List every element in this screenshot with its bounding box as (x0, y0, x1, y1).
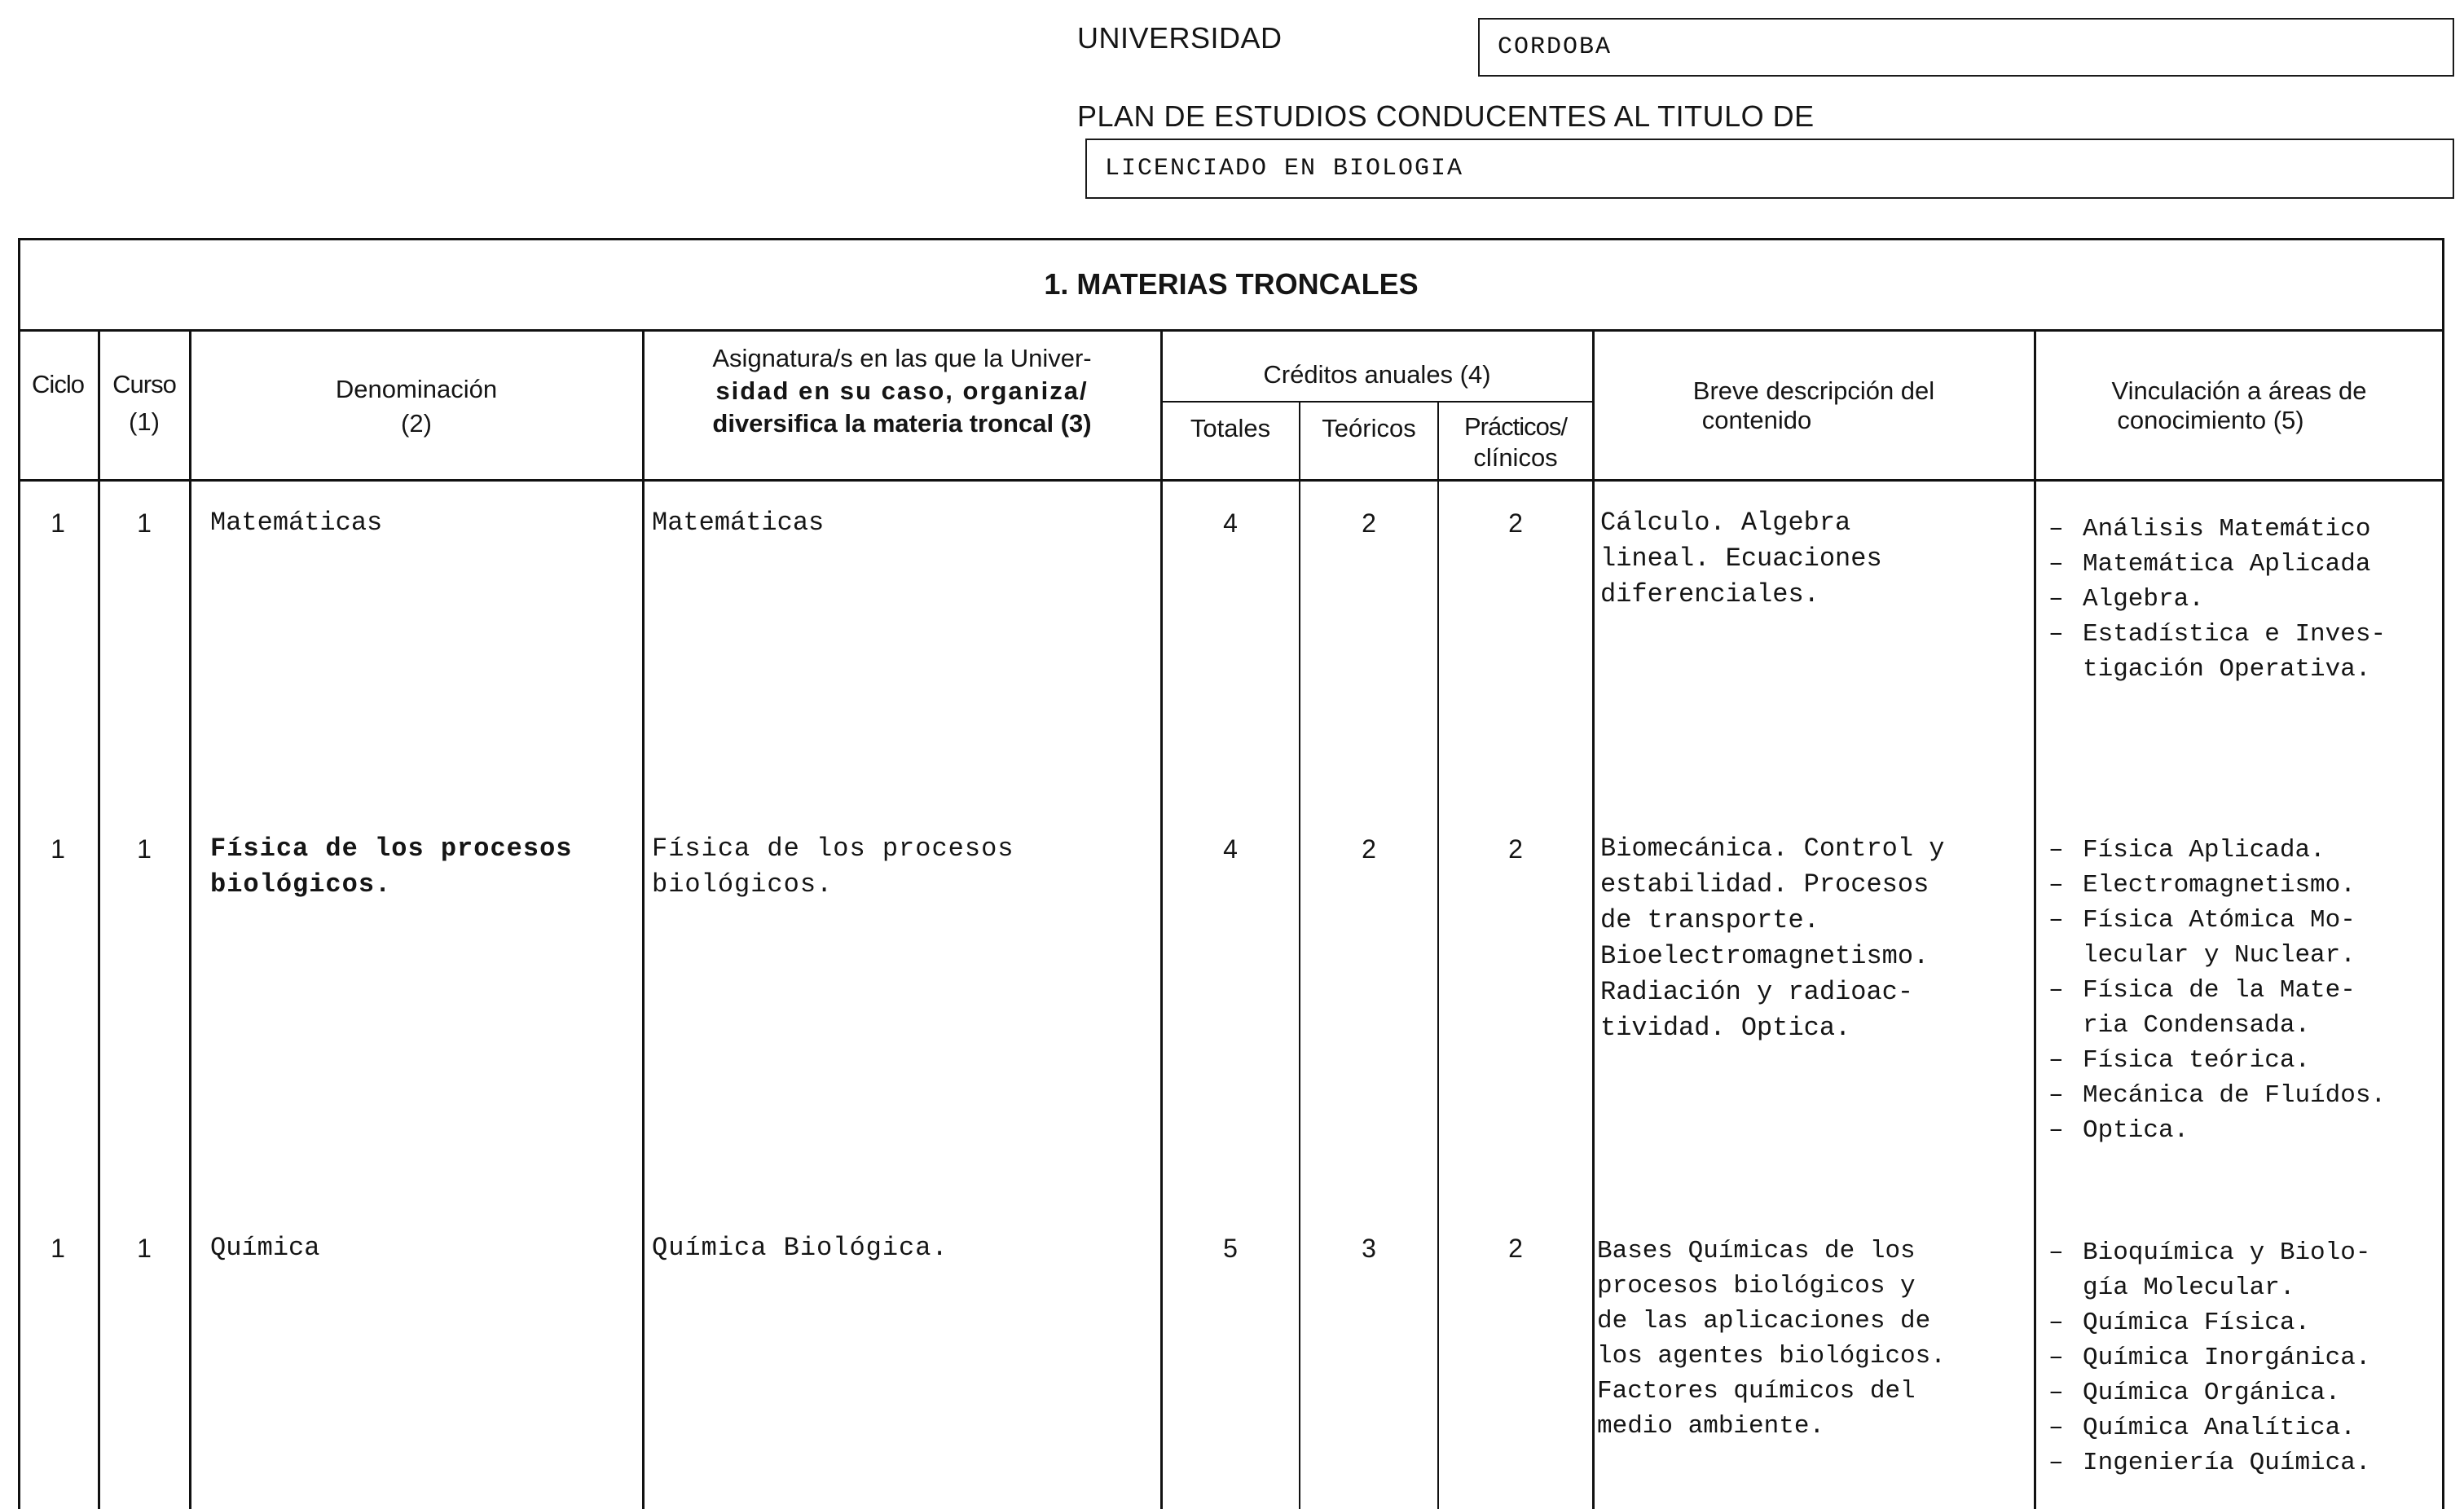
creditos-divider (1161, 401, 1593, 403)
col-header-denominacion: Denominación (335, 375, 498, 403)
area-item: – Electromagnetismo. (2037, 868, 2444, 903)
practicos-cell: 2 (1508, 834, 1523, 864)
col-header-descripcion-2: contenido (1701, 406, 1812, 434)
col-header-asignatura-3: diversifica la materia troncal (3) (712, 409, 1092, 438)
practicos-cell: 2 (1508, 508, 1523, 538)
area-item: – Ingeniería Química. (2037, 1445, 2444, 1480)
col-divider-descripcion (2034, 329, 2036, 1509)
areas-list (2037, 512, 2444, 687)
area-item: – Mecánica de Fluídos. (2037, 1078, 2444, 1113)
denominacion-cell: Física de los procesos biológicos. (210, 834, 573, 900)
areas-list (2037, 1235, 2444, 1480)
col-header-vinculacion-1: Vinculación a áreas de (2111, 376, 2367, 405)
area-item: – Química Física. (2037, 1305, 2444, 1340)
universidad-field: CORDOBA (1478, 18, 2454, 77)
col-header-denominacion-note: (2) (401, 409, 432, 438)
table-border-left (18, 238, 20, 1509)
area-item: – Estadística e Inves- tigación Operativa. (2037, 617, 2444, 687)
universidad-label: UNIVERSIDAD (1077, 21, 1283, 55)
title-divider (18, 329, 2444, 332)
ciclo-cell: 1 (51, 1234, 65, 1263)
table-title: 1. MATERIAS TRONCALES (1044, 267, 1419, 301)
col-header-totales: Totales (1190, 414, 1271, 442)
col-header-asignatura-1: Asignatura/s en las que la Univer- (712, 344, 1092, 372)
descripcion-cell: Bases Químicas de los procesos biológicos y de las aplicaciones de los agentes biológicos. Factores químicos del medio ambiente. (1597, 1237, 1946, 1441)
col-header-practicos-1: Prácticos/ (1463, 412, 1568, 441)
area-item: – Algebra. (2037, 582, 2444, 617)
area-item: – Análisis Matemático (2037, 512, 2444, 547)
area-item: – Física teórica. (2037, 1043, 2444, 1078)
col-header-practicos-2: clínicos (1473, 443, 1558, 472)
area-item: – Física Aplicada. (2037, 833, 2444, 868)
descripcion-cell: Biomecánica. Control y estabilidad. Procesos de transporte. Bioelectromagnetismo. Radiación y radioac- tividad. Optica. (1600, 834, 1945, 1043)
teoricos-cell: 2 (1362, 508, 1376, 538)
col-header-teoricos: Teóricos (1322, 414, 1416, 442)
col-divider-ciclo (98, 329, 100, 1509)
curso-cell: 1 (137, 1234, 152, 1263)
curso-cell: 1 (137, 508, 152, 538)
plan-label: PLAN DE ESTUDIOS CONDUCENTES AL TITULO DE (1077, 99, 1815, 133)
col-header-descripcion-1: Breve descripción del (1692, 376, 1935, 405)
col-header-ciclo: Ciclo (32, 370, 84, 398)
area-item: – Matemática Aplicada (2037, 547, 2444, 582)
col-divider-curso (189, 329, 191, 1509)
materias-troncales-table (18, 238, 2444, 1509)
denominacion-cell: Química (210, 1233, 320, 1263)
practicos-cell: 2 (1508, 1234, 1523, 1263)
area-item: – Bioquímica y Biolo- gía Molecular. (2037, 1235, 2444, 1305)
col-divider-asignatura (1160, 329, 1163, 1509)
asignatura-cell: Química Biológica. (652, 1233, 948, 1263)
asignatura-cell: Matemáticas (652, 508, 825, 538)
table-border-top (18, 238, 2444, 240)
area-item: – Física Atómica Mo- lecular y Nuclear. (2037, 903, 2444, 973)
header-divider (18, 479, 2444, 482)
curso-cell: 1 (137, 834, 152, 864)
col-header-vinculacion-2: conocimiento (5) (2117, 406, 2304, 434)
area-item: – Química Analítica. (2037, 1410, 2444, 1445)
area-item: – Química Orgánica. (2037, 1375, 2444, 1410)
denominacion-cell: Matemáticas (210, 508, 383, 538)
area-item: – Optica. (2037, 1113, 2444, 1148)
teoricos-cell: 3 (1362, 1234, 1376, 1263)
totales-cell: 4 (1223, 834, 1238, 864)
col-header-curso: Curso (112, 370, 176, 398)
col-header-creditos: Créditos anuales (4) (1263, 360, 1491, 389)
asignatura-cell: Física de los procesos biológicos. (652, 834, 1014, 900)
col-header-curso-note: (1) (129, 407, 160, 436)
col-divider-creditos (1592, 329, 1595, 1509)
col-divider-denominacion (642, 329, 645, 1509)
area-item: – Química Inorgánica. (2037, 1340, 2444, 1375)
col-divider-teoricos (1437, 401, 1439, 1509)
titulo-field: LICENCIADO EN BIOLOGIA (1085, 139, 2454, 199)
totales-cell: 5 (1223, 1234, 1238, 1263)
teoricos-cell: 2 (1362, 834, 1376, 864)
col-header-asignatura-2: sidad en su caso, organiza/ (715, 376, 1089, 405)
descripcion-cell: Cálculo. Algebra lineal. Ecuaciones diferenciales. (1600, 508, 1882, 609)
ciclo-cell: 1 (51, 508, 65, 538)
ciclo-cell: 1 (51, 834, 65, 864)
totales-cell: 4 (1223, 508, 1238, 538)
areas-list (2037, 833, 2444, 1148)
col-divider-totales (1299, 401, 1300, 1509)
area-item: – Física de la Mate- ria Condensada. (2037, 973, 2444, 1043)
